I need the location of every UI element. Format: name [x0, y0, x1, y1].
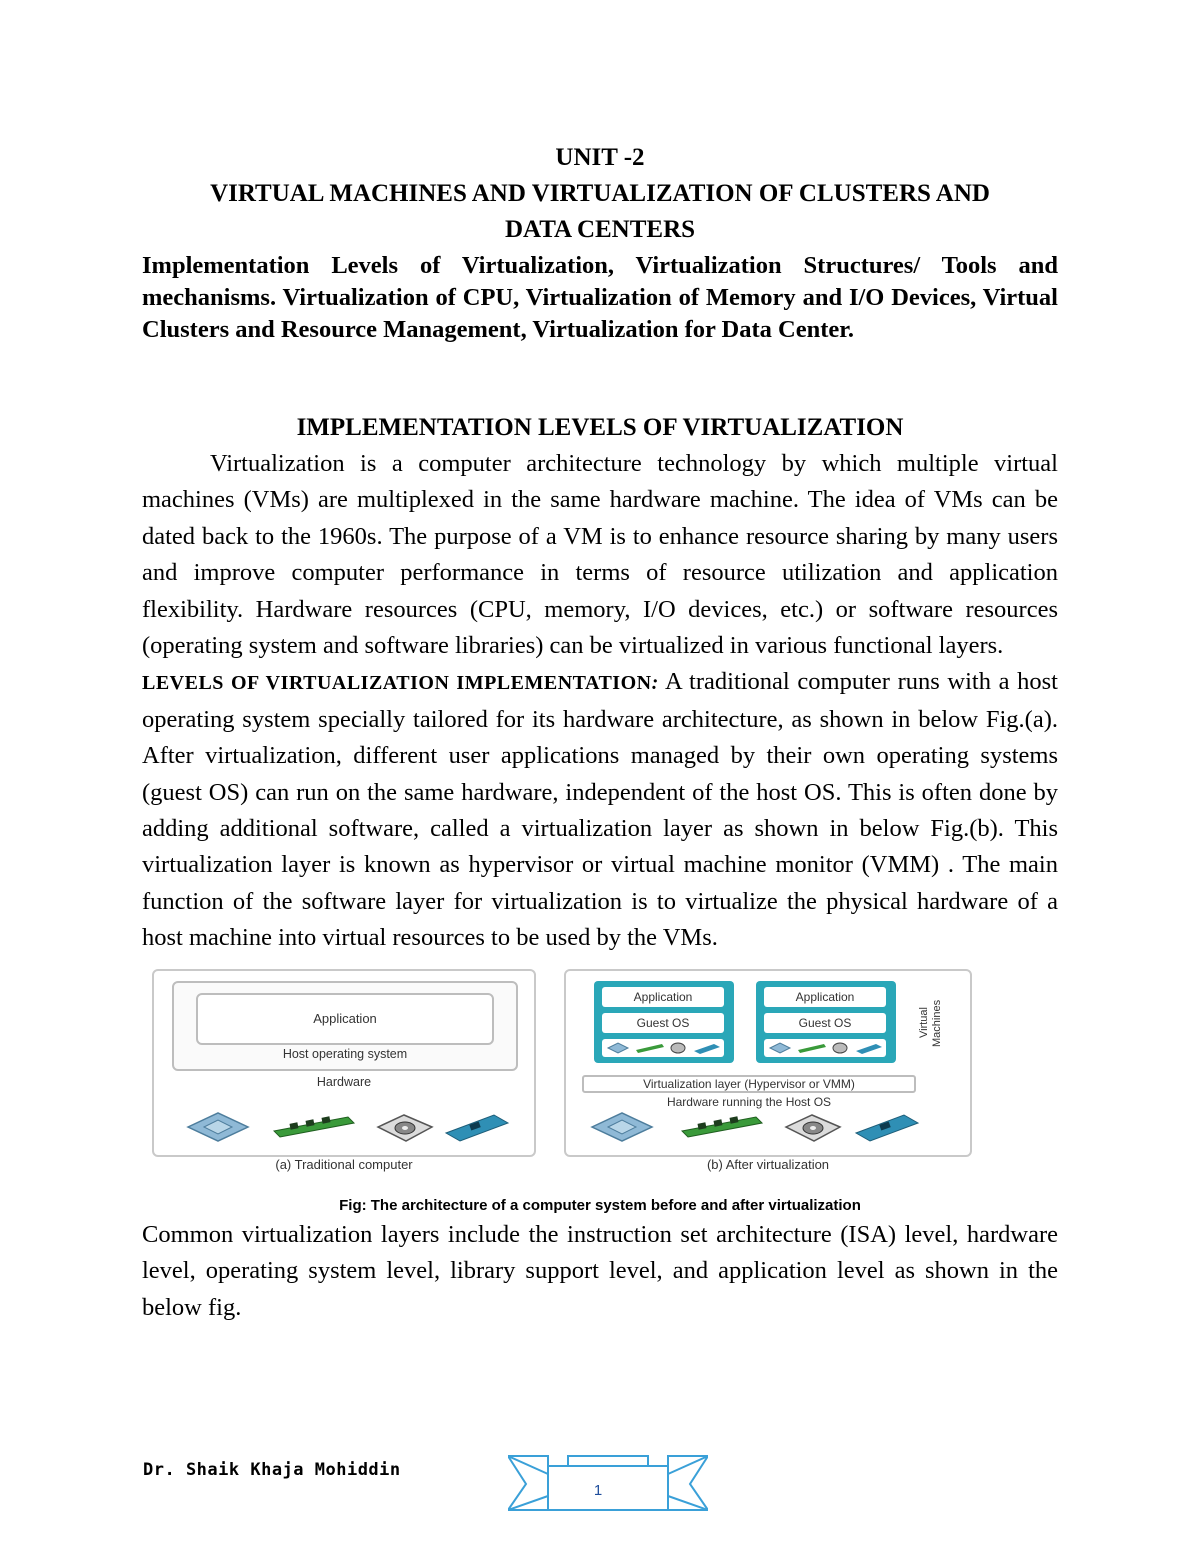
virtualization-caption: (b) After virtualization	[706, 1156, 830, 1172]
network-card-icon	[856, 1115, 918, 1141]
vm2-application: Application	[764, 987, 886, 1007]
section-title: IMPLEMENTATION LEVELS OF VIRTUALIZATION	[296, 414, 904, 441]
memory-module-icon	[682, 1116, 762, 1137]
after-virtualization-panel	[564, 969, 972, 1157]
unit-topics: Implementation Levels of Virtualization, Virtualization Structures/ Tools and mechanisms. Virtualization of CPU, Virtualization of Memory and I/O Devices, Virtual Clusters and Resource Management, Virtualization for Data Center.	[142, 252, 1058, 343]
page-number: 1	[593, 1482, 603, 1499]
chapter-title-line1: VIRTUAL MACHINES AND VIRTUALIZATION OF CLUSTERS AND	[210, 180, 990, 207]
levels-paragraph-text: A traditional computer runs with a host operating system specially tailored for its hardware architecture, as shown in below Fig.(a). After virtualization, different user applications managed by their own operating systems (guest OS) can run on the same hardware, independent of the host OS. This is often done by adding additional software, called a virtualization layer as shown in below Fig.(b). This virtualization layer is known as hypervisor or virtual machine monitor (VMM) . The main function of the software layer for virtualization is to virtualize the physical hardware of a host machine into virtual resources to be used by the VMs.	[142, 668, 1058, 952]
host-os-label: Host operating system	[282, 1046, 408, 1061]
virtual-machines-label: Virtual Machines	[918, 999, 943, 1047]
cpu-chip-icon	[188, 1113, 248, 1141]
figure-caption: Fig: The architecture of a computer system before and after virtualization	[339, 1196, 861, 1214]
network-card-icon	[446, 1115, 508, 1141]
hard-disk-icon	[378, 1115, 432, 1141]
hard-disk-icon	[786, 1115, 840, 1141]
hardware-icons-b	[586, 1109, 926, 1145]
chapter-title-line2: DATA CENTERS	[504, 216, 696, 243]
virtual-machine-2	[756, 981, 896, 1063]
unit-title: UNIT -2	[555, 144, 645, 171]
layers-paragraph: Common virtualization layers include the instruction set architecture (ISA) level, hardware level, operating system level, library support level, and application level as shown in the below fig.	[142, 1220, 1058, 1321]
footer-author: Dr. Shaik Khaja Mohiddin	[143, 1460, 401, 1480]
traditional-caption: (a) Traditional computer	[275, 1156, 413, 1172]
vm1-hardware-icons	[602, 1039, 724, 1057]
vm2-guest-os: Guest OS	[764, 1013, 886, 1033]
memory-module-icon	[274, 1116, 354, 1137]
application-box: Application	[196, 993, 494, 1045]
virtual-machine-1	[594, 981, 734, 1063]
virtualization-layer-box: Virtualization layer (Hypervisor or VMM)	[582, 1075, 916, 1093]
levels-heading: LEVELS OF VIRTUALIZATION IMPLEMENTATION	[142, 672, 652, 695]
levels-heading-colon: :	[651, 672, 659, 695]
vm1-application: Application	[602, 987, 724, 1007]
hardware-label: Hardware	[316, 1074, 372, 1089]
intro-paragraph: Virtualization is a computer architecture technology by which multiple virtual machines (VMs) are multiplexed in the same hardware machine. The idea of VMs can be dated back to the 1960s. The purpose of a VM is to enhance resource sharing by many users and improve computer performance in terms of resource utilization and application flexibility. Hardware resources (CPU, memory, I/O devices, etc.) or software resources (operating system and software libraries) can be virtualized in various functional layers.	[142, 450, 1058, 660]
page-content	[142, 140, 1058, 1326]
host-os-box	[172, 981, 518, 1071]
vm1-guest-os: Guest OS	[602, 1013, 724, 1033]
architecture-figure	[142, 969, 1058, 1187]
hardware-icons	[182, 1109, 512, 1145]
vm2-hardware-icons	[764, 1039, 886, 1057]
traditional-computer-panel	[152, 969, 536, 1157]
cpu-chip-icon	[592, 1113, 652, 1141]
levels-paragraph	[142, 664, 1058, 956]
hardware-host-label: Hardware running the Host OS	[666, 1094, 832, 1109]
